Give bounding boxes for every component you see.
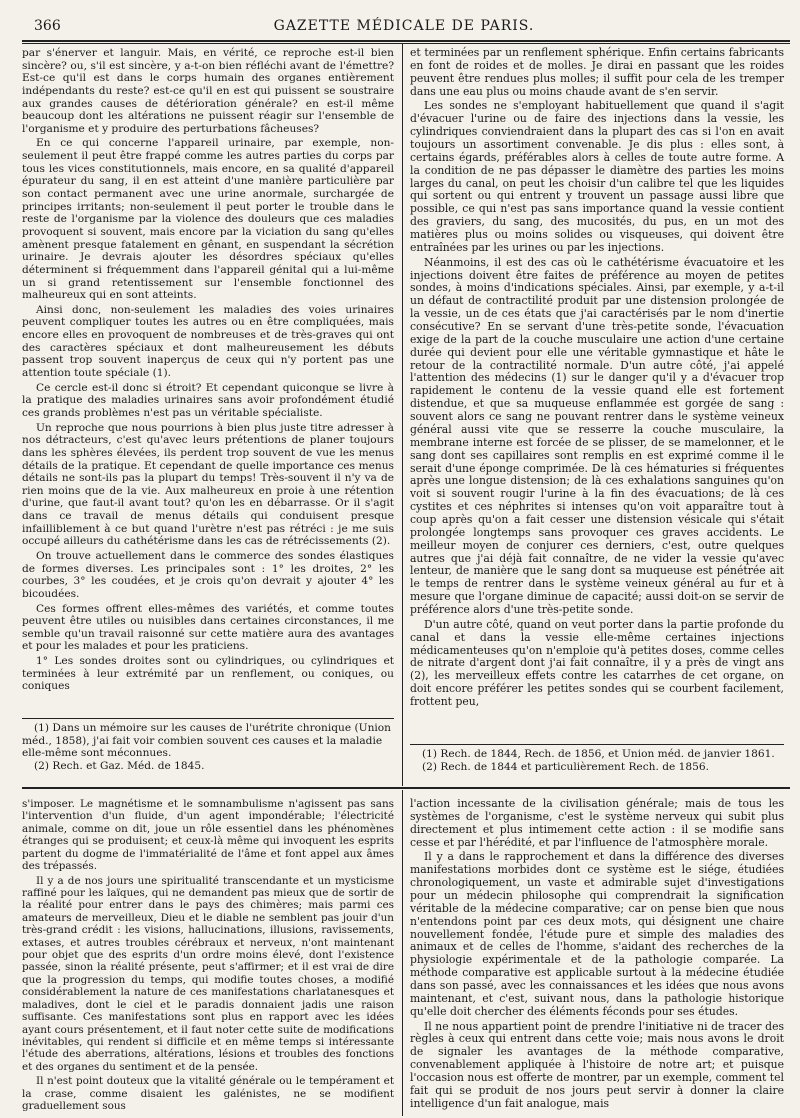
journal-title: GAZETTE MÉDICALE DE PARIS. [273, 18, 535, 34]
footnote-rule-right [410, 744, 784, 745]
paragraph: Il y a de nos jours une spiritualité transcendante et un mysticisme raffiné pour les laïques, qui ne demandent pas mieux que de sortir de la réalité pour entrer dans le pays des chimères; mais parmi ces amateurs de merveilleux, Dieu et le diable ne semblent pas jouir d'un très-grand crédit : les visions, hallucinations, illusions, ravissements, extases, et autres troubles cérébraux et nerveux, n'ont maintenant pour objet que des esprits d'un ordre moins élevé, dont l'existence passée, sinon la réalité présente, peut s'affirmer; et il est vrai de dire que la progression du temps, qui modifie toutes choses, a modifié considérablement la nature de ces manifestations charlatanesques et maladives, dont le ciel et le paradis donnaient jadis une raison suffisante. Ces manifestations sont plus en rapport avec les idées ayant cours présentement, et il faut noter cette suite de modifications inévitables, qui rendent si difficile et en même temps si intéressante l'étude des aberrations, altérations, lésions et troubles des fonctions et des organes du sentiment et de la pensée. [22, 874, 394, 1073]
paragraph: Ce cercle est-il donc si étroit? Et cependant quiconque se livre à la pratique des maladies urinaires sans avoir profondément étudié ces grands problèmes n'est pas un véritable spécialiste. [22, 381, 394, 419]
column-divider-top [402, 44, 403, 786]
bottom-right-column [410, 798, 784, 1116]
paragraph: Néanmoins, il est des cas où le cathétérisme évacuatoire et les injections doivent être faites de préférence au moyen de petites sondes, à moins d'indications spéciales. Ainsi, par exemple, y a-t-il un défaut de contractilité produit par une distension prolongée de la vessie, un de ces états que j'ai caractérisés par le nom d'inertie consécutive? En se servant d'une très-petite sonde, l'évacuation exige de la part de la couche musculaire une action d'une certaine durée qui devient pour elle une véritable gymnastique et hâte le retour de la contractilité normale. D'un autre côté, j'ai appelé l'attention des médecins (1) sur le danger qu'il y a d'évacuer trop rapidement le contenu de la vessie quand elle est fortement distendue, et que sa muqueuse enflammée est gorgée de sang : souvent alors ce sang ne pouvant rentrer dans le système veineux général aussi vite que se resserre la couche musculaire, la membrane interne est forcée de se plisser, de se mamelonner, et le sang dont ses capillaires sont remplis en est exprimé comme il le serait d'une éponge comprimée. De là ces hématuries si fréquentes après une longue distension; de là ces exhalations sanguines qu'on voit si souvent rougir l'urine à la fin des évacuations; de là ces cystites et ces néphrites si intenses qu'on voit apparaître tout à coup après qu'on a fait cesser une distension vésicale qui s'était prolongée longtemps sans provoquer ces graves accidents. Le meilleur moyen de conjurer ces derniers, c'est, outre quelques autres que j'ai déjà fait connaître, de ne vider la vessie qu'avec lenteur, de manière que le sang dont sa muqueuse est pénétrée ait le temps de rentrer dans le système veineux général au fur et à mesure que l'organe diminue de capacité; aussi doit-on se servir de préférence alors d'une très-petite sonde. [410, 255, 784, 616]
page-header [22, 18, 786, 40]
page-number: 366 [34, 18, 61, 34]
footnote: (1) Dans un mémoire sur les causes de l'urétrite chronique (Union méd., 1858), j'ai fait voir combien souvent ces causes et la maladie elle-même sont méconnues. [22, 722, 391, 760]
footnote-rule-left [22, 718, 394, 719]
paragraph: Un reproche que nous pourrions à bien plus juste titre adresser à nos détracteurs, c'est qu'avec leurs prétentions de planer toujours dans les sphères élevées, ils perdent trop souvent de vue les menus détails de la pratique. Et cependant de quelle importance ces menus détails ne sont-ils pas la plupart du temps! Très-souvent il n'y va de rien moins que de la vie. Aux malheureux en proie à une rétention d'urine, que faut-il avant tout? qu'on les en débarrasse. Or il s'agit dans ce travail de menus détails qui conduisent presque infailliblement à ce but quand l'urètre n'est pas rétréci : je me suis occupé ailleurs du cathétérisme dans les cas de rétrécissements (2). [22, 421, 394, 548]
paragraph: Il y a dans le rapprochement et dans la différence des diverses manifestations morbides dont ce système est le siége, étudiées chronologiquement, un vaste et admirable sujet d'investigations pour un médecin philosophe qui comprendrait la signification véritable de la médecine comparative; car on pense bien que nous n'entendons point par ces deux mots, qui désignent une chaire nouvellement fondée, l'étude pure et simple des maladies des animaux et de celles de l'homme, s'aidant des recherches de la physiologie expérimentale et de la pathologie comparée. La méthode comparative est applicable surtout à la médecine étudiée dans son passé, avec les connaissances et les idées que nous avons maintenant, et c'est, suivant nous, dans la pathologie historique qu'elle doit chercher des éléments féconds pour ses études. [410, 850, 784, 1018]
paragraph: On trouve actuellement dans le commerce des sondes élastiques de formes diverses. Les principales sont : 1° les droites, 2° les courbes, 3° les coudées, et je crois qu'on devrait y ajouter 4° les bicoudées. [22, 549, 394, 600]
header-rule-thin [22, 43, 790, 44]
footnotes-left [22, 722, 394, 772]
paragraph: Les sondes ne s'employant habituellement que quand il s'agit d'évacuer l'urine ou de faire des injections dans la vessie, les cylindriques conviendraient dans la plupart des cas si l'on en avait toujours un assortiment convenable. Je dis plus : elles sont, à certains égards, préférables alors à celles de toute autre forme. A la condition de ne pas dépasser le diamètre des parties les moins larges du canal, on peut les choisir d'un calibre tel que les liquides qui sortent ou qui entrent y trouvent un passage aussi libre que possible, ce qui n'est pas sans importance quand la vessie contient des graviers, du sang, des mucosités, du pus, en un mot des matières plus ou moins solides ou visqueuses, qui doivent être entraînées par les urines ou par les injections. [410, 99, 784, 254]
paragraph: par s'énerver et languir. Mais, en vérité, ce reproche est-il bien sincère? ou, s'il est sincère, y a-t-on bien réfléchi avant de l'émettre? Est-ce qu'il est dans le corps humain des organes entièrement indépendants du reste? est-ce qu'il en est qui puissent se soustraire aux grandes causes de détérioration générale? en est-il même beaucoup dont les altérations ne puissent réagir sur l'ensemble de l'organisme et y produire des perturbations fâcheuses? [22, 47, 394, 135]
top-left-column [22, 47, 394, 717]
column-divider-bottom [402, 790, 403, 1116]
footnotes-right [410, 748, 784, 773]
paragraph: 1° Les sondes droites sont ou cylindriques, ou cylindriques et terminées à leur extrémité par un renflement, ou coniques, ou coniques [22, 655, 394, 693]
top-right-column [410, 47, 784, 743]
paragraph: Il n'est point douteux que la vitalité générale ou le tempérament et la crase, comme disaient les galénistes, ne se modifient graduellement sous [22, 1075, 394, 1113]
paragraph: Ces formes offrent elles-mêmes des variétés, et comme toutes peuvent être utiles ou nuisibles dans certaines circonstances, il me semble qu'un travail raisonné sur cette matière aura des avantages et pour les malades et pour les praticiens. [22, 602, 394, 653]
paragraph: Ainsi donc, non-seulement les maladies des voies urinaires peuvent compliquer toutes les autres ou en être compliquées, mais encore elles en provoquent de nombreuses et de très-graves qui ont des caractères spéciaux et dont malheureusement les débuts passent trop souvent inaperçus de ceux qui n'y portent pas une attention toute spéciale (1). [22, 303, 394, 380]
paragraph: Il ne nous appartient point de prendre l'initiative ni de tracer des règles à ceux qui entrent dans cette voie; mais nous avons le droit de signaler les avantages de la méthode comparative, convenablement appliquée à l'histoire de notre art; et puisque l'occasion nous est offerte de montrer, par un exemple, comment tel fait qui se produit de nos jours peut servir à donner la claire intelligence d'un fait analogue, mais [410, 1019, 784, 1110]
section-divider [22, 787, 790, 789]
footnote: (1) Rech. de 1844, Rech. de 1856, et Union méd. de janvier 1861. [422, 748, 775, 760]
footnote: (2) Rech. et Gaz. Méd. de 1845. [34, 759, 205, 772]
paragraph: l'action incessante de la civilisation générale; mais de tous les systèmes de l'organisme, c'est le système nerveux qui subit plus directement et plus intimement cette action : il se modifie sans cesse et par l'hérédité, et par l'influence de l'atmosphère morale. [410, 797, 784, 849]
header-rule [22, 40, 790, 42]
bottom-left-column [22, 798, 394, 1116]
paragraph: En ce qui concerne l'appareil urinaire, par exemple, non-seulement il peut être frappé comme les autres parties du corps par tous les vices constitutionnels, mais encore, en sa qualité d'appareil épurateur du sang, il en est atteint d'une manière particulière par son contact permanent avec une urine anormale, surchargée de principes irritants; non-seulement il peut porter le trouble dans le reste de l'organisme par la violence des douleurs que ces maladies provoquent si souvent, mais encore par la viciation du sang qu'elles amènent presque fatalement en gênant, en suspendant la sécrétion urinaire. Je devrais ajouter les désordres spéciaux qu'elles déterminent si fréquemment dans l'appareil génital qui a lui-même un si grand retentissement sur l'ensemble fonctionnel des malheureux qui en sont atteints. [22, 137, 394, 302]
footnote: (2) Rech. de 1844 et particulièrement Rech. de 1856. [422, 760, 709, 773]
paragraph: et terminées par un renflement sphérique. Enfin certains fabricants en font de roides et de molles. Je dirai en passant que les roides peuvent être rendues plus molles; il suffit pour cela de les tremper dans une eau plus ou moins chaude avant de s'en servir. [410, 46, 784, 98]
paragraph: s'imposer. Le magnétisme et le somnambulisme n'agissent pas sans l'intervention d'un fluide, d'un agent impondérable; l'électricité animale, comme on dit, joue un rôle essentiel dans les phénomènes étranges qui se produisent; et ceux-là même qui invoquent les esprits partent du dogme de l'immatérialité de l'âme et font appel aux âmes des trépassés. [22, 798, 394, 873]
paragraph: D'un autre côté, quand on veut porter dans la partie profonde du canal et dans la vessie elle-même certaines injections médicamenteuses qu'on n'emploie qu'à petites doses, comme celles de nitrate d'argent dont j'ai fait connaître, il y a près de vingt ans (2), les merveilleux effets contre les catarrhes de cet organe, on doit encore préférer les petites sondes qui se courbent facilement, frottent peu, [410, 617, 784, 708]
